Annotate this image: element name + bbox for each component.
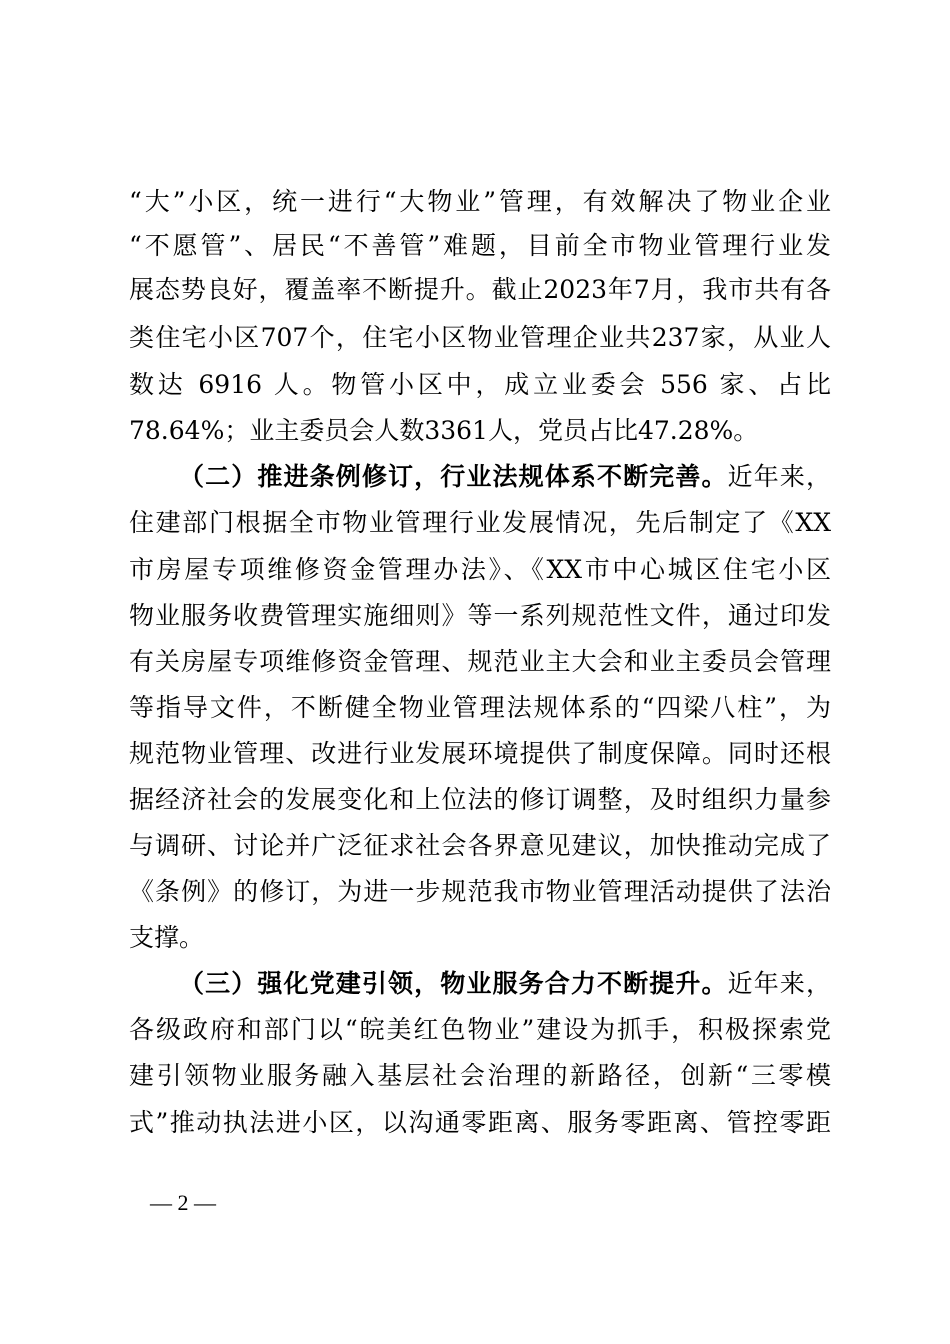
body-text-line: 《条例》的修订，为进一步规范我市物业管理活动提供了法治 [129,877,831,906]
body-text-span: 近年来， [727,969,831,998]
body-text-line: 据经济社会的发展变化和上位法的修订调整，及时组织力量参 [129,785,831,814]
page-number: — 2 — [150,1190,216,1215]
body-text-line: 与调研、讨论并广泛征求社会各界意见建议，加快推动完成了 [129,831,831,860]
section-heading: （二）推进条例修订，行业法规体系不断完善。 [179,462,728,491]
body-text-line: 78.64%；业主委员会人数3361人，党员占比47.28%。 [129,416,759,445]
body-text-line: 市房屋专项维修资金管理办法》、《XX市中心城区住宅小区 [129,555,831,584]
body-text-line: 支撑。 [129,923,205,952]
body-text-line: 等指导文件，不断健全物业管理法规体系的“四梁八柱”，为 [129,693,831,722]
section-heading-line [179,457,831,497]
body-text-line: 有关房屋专项维修资金管理、规范业主大会和业主委员会管理 [129,647,831,676]
body-text-line: “不愿管”、居民“不善管”难题，目前全市物业管理行业发 [129,231,831,260]
body-text-line: “大”小区，统一进行“大物业”管理，有效解决了物业企业 [129,187,831,216]
body-text-line: 展态势良好，覆盖率不断提升。截止2023年7月，我市共有各 [129,275,831,304]
body-text-line: 式”推动执法进小区，以沟通零距离、服务零距离、管控零距 [129,1108,831,1137]
body-text-line: 建引领物业服务融入基层社会治理的新路径，创新“三零模 [129,1061,831,1090]
body-text-line: 数达 6916 人。物管小区中，成立业委会 556 家、占比 [129,370,831,399]
section-heading-line [179,964,831,1004]
body-text-line: 物业服务收费管理实施细则》等一系列规范性文件，通过印发 [129,601,831,630]
body-text-line: 住建部门根据全市物业管理行业发展情况，先后制定了《XX [129,508,831,537]
body-text-line: 各级政府和部门以“皖美红色物业”建设为抓手，积极探索党 [129,1015,831,1044]
section-heading: （三）强化党建引领，物业服务合力不断提升。 [179,969,728,998]
body-text-span: 近年来， [727,462,831,491]
body-text-line: 规范物业管理、改进行业发展环境提供了制度保障。同时还根 [129,739,831,768]
body-text-line: 类住宅小区707个，住宅小区物业管理企业共237家，从业人 [129,323,831,352]
